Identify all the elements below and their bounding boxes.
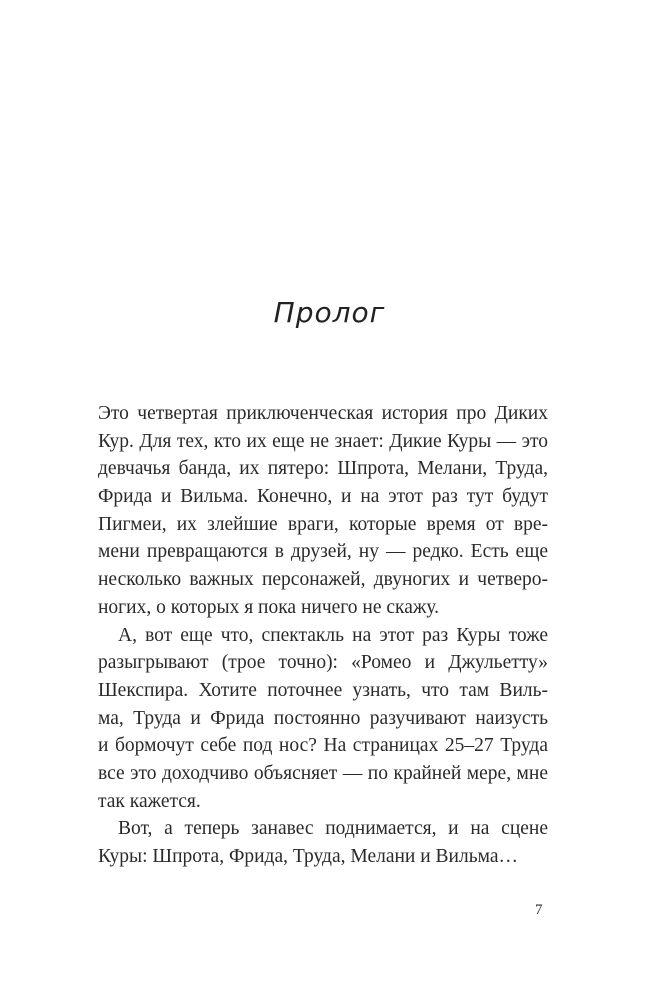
- text-line: Это четвертая приключенческая история про Диких: [98, 403, 548, 424]
- text-line: так кажется.: [98, 790, 201, 812]
- text-line: все это доходчиво объясняет — по крайней мере, мне: [98, 762, 548, 784]
- text-line: мени превращаются в друзей, ну — редко. Есть еще: [98, 541, 548, 563]
- text-line: А, вот еще что, спектакль на этот раз Куры тоже: [118, 624, 548, 646]
- text-line: Шекспира. Хотите поточнее узнать, что там Виль-: [98, 679, 548, 701]
- text-line: несколько важных персонажей, двуногих и четверо-: [98, 569, 548, 591]
- text-line: разыгрывают (трое точно): «Ромео и Джульетту»: [98, 652, 548, 674]
- text-line: ногих, о которых я пока ничего не скажу.: [98, 596, 440, 618]
- text-line: девчачья банда, их пятеро: Шпрота, Мелани, Труда,: [98, 458, 548, 480]
- text-line: Куры: Шпрота, Фрида, Труда, Мелани и Вильма…: [98, 846, 518, 867]
- chapter-body: [98, 400, 548, 871]
- text-line: Фрида и Вильма. Конечно, и на этот раз тут будут: [98, 486, 548, 508]
- chapter-title: Пролог: [273, 296, 386, 329]
- text-line: Пигмеи, их злейшие враги, которые время от вре-: [98, 513, 548, 535]
- text-line: Вот, а теперь занавес поднимается, и на сцене: [118, 818, 548, 840]
- page-number: 7: [535, 902, 543, 918]
- text-line: Кур. Для тех, кто их еще не знает: Дикие Куры — это: [98, 430, 548, 452]
- text-line: и бормочут себе под нос? На страницах 25–27 Труда: [98, 735, 548, 757]
- text-line: ма, Труда и Фрида постоянно разучивают наизусть: [98, 707, 548, 729]
